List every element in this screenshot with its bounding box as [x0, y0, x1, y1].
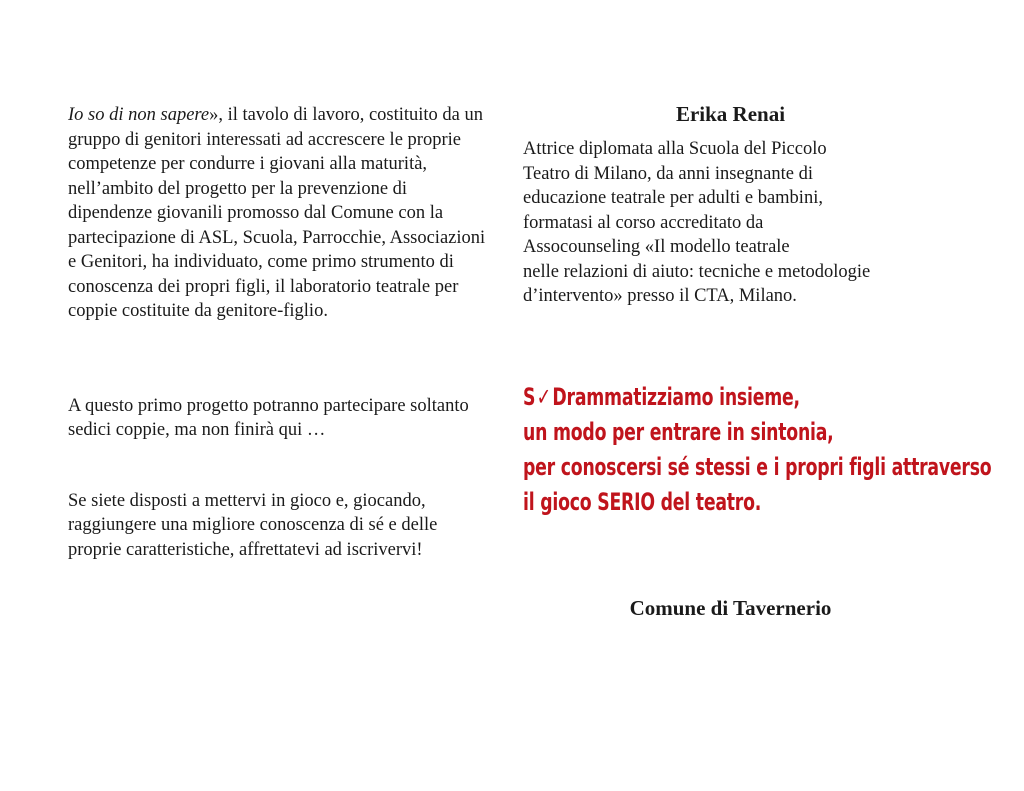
bio-line: Attrice diplomata alla Scuola del Piccolo: [523, 139, 827, 159]
invitation-paragraph: Se siete disposti a mettervi in gioco e, giocando, raggiungere una migliore conoscenza di sé e delle proprie caratteristiche, affrettatevi ad iscrivervi!: [68, 490, 438, 560]
bio-line: formatasi al corso accreditato da: [523, 212, 764, 233]
slogan-line: per conoscersi sé stessi e i propri figli attraverso: [523, 453, 992, 481]
bio-line: nelle relazioni di aiuto: tecniche e metodologie: [523, 261, 871, 282]
footer-title: Comune di Tavernerio: [629, 596, 832, 620]
check-icon: ✓: [536, 383, 551, 411]
participation-paragraph: A questo primo progetto potranno partecipare soltanto sedici coppie, ma non finirà qui …: [68, 395, 469, 440]
slogan-line-text: Drammatizziamo insieme,: [552, 383, 800, 411]
intro-italic-title: Io so di non sapere: [68, 105, 210, 125]
slogan-line: un modo per entrare in sintonia,: [523, 418, 834, 446]
slogan-line: [523, 380, 840, 415]
bio-name: Erika Renai: [675, 102, 786, 126]
bio-text: [523, 137, 953, 309]
slogan-prefix: S: [523, 383, 536, 411]
slogan: [523, 380, 992, 520]
bio-line: educazione teatrale per adulti e bambini,: [523, 188, 823, 208]
intro-text: », il tavolo di lavoro, costituito da un gruppo di genitori interessati ad accrescere le proprie competenze per condurre i giovani alla maturità, nell’ambito del progetto per la prevenzione di dipendenze giovanili promosso dal Comune con la partecipazione di ASL, Scuola, Parrocchie, Associazioni e Genitori, ha individuato, come primo strumento di conoscenza dei propri figli, il laboratorio teatrale per coppie costituite da genitore-figlio.: [68, 105, 486, 321]
right-column: [523, 100, 953, 309]
bio-line: d’intervento» presso il CTA, Milano.: [523, 286, 797, 306]
intro-paragraph: [68, 103, 488, 324]
slogan-line: il gioco SERIO del teatro.: [523, 488, 762, 516]
left-column: [68, 103, 488, 562]
bio-line: Assocounseling «Il modello teatrale: [523, 237, 790, 257]
bio-line: Teatro di Milano, da anni insegnante di: [523, 163, 814, 184]
